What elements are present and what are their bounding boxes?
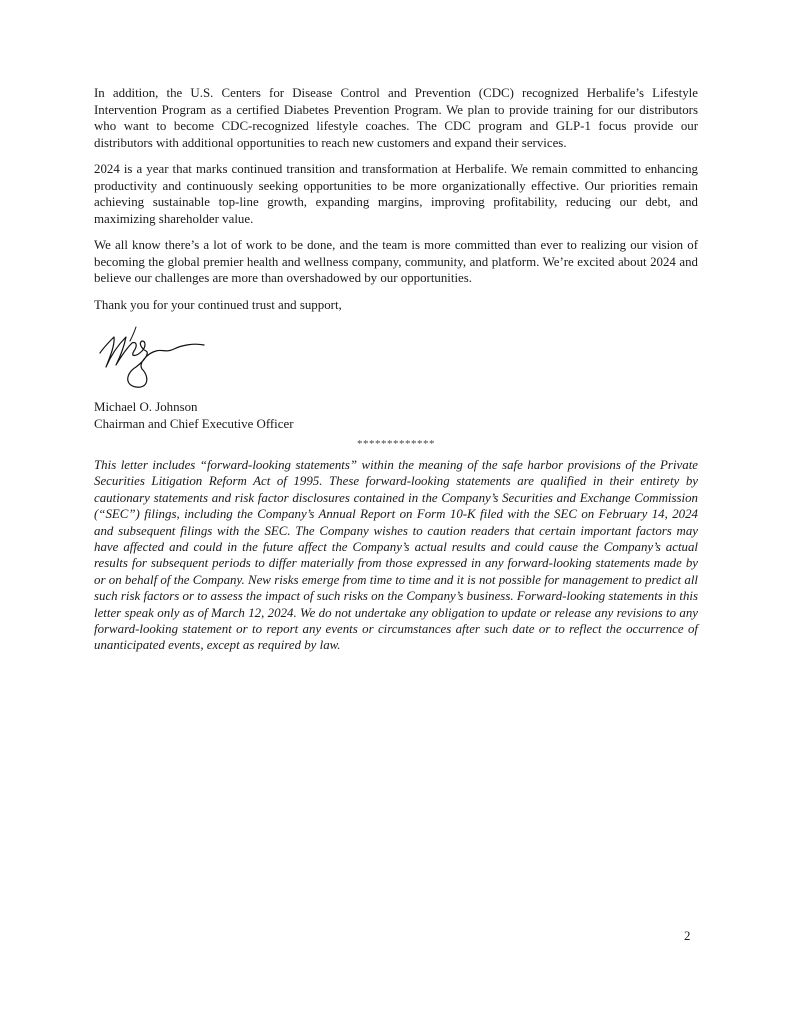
page-number: 2 <box>684 929 691 943</box>
section-separator: ************* <box>357 438 435 450</box>
signer-title: Chairman and Chief Executive Officer <box>94 416 294 431</box>
paragraph-vision: We all know there’s a lot of work to be done, and the team is more committed than ever to realizing our vision of becoming the global premier health and wellness company, community, and platform. We’re excited about 2024 and believe our challenges are more than overshadowed by our opportunities. <box>94 238 698 285</box>
letter-body <box>94 85 698 654</box>
closing-line: Thank you for your continued trust and support, <box>94 297 342 312</box>
paragraph-transformation: 2024 is a year that marks continued transition and transformation at Herbalife. We remain committed to enhancing productivity and continuously seeking opportunities to be more organizationally effective. Our priorities remain achieving sustainable top-line growth, expanding margins, improving profitability, reducing our debt, and maximizing shareholder value. <box>94 162 698 226</box>
forward-looking-disclaimer: This letter includes “forward-looking statements” within the meaning of the safe harbor provisions of the Private Securities Litigation Reform Act of 1995. These forward-looking statements are qualified in their entirety by cautionary statements and risk factor disclosures contained in the Company’s Securities and Exchange Commission (“SEC”) filings, including the Company’s Annual Report on Form 10-K filed with the SEC on February 14, 2024 and subsequent filings with the SEC. The Company wishes to caution readers that certain important factors may have affected and could in the future affect the Company’s actual results and could cause the Company’s actual results for subsequent periods to differ materially from those expressed in any forward-looking statements made by or on behalf of the Company. New risks emerge from time to time and it is not possible for management to predict all such risk factors or to assess the impact of such risks on the Company’s business. Forward-looking statements in this letter speak only as of March 12, 2024. We do not undertake any obligation to update or release any revisions to any forward-looking statement or to report any events or circumstances after such date or to reflect the occurrence of unanticipated events, except as required by law. <box>94 458 698 653</box>
signature-icon <box>96 323 208 391</box>
signer-name: Michael O. Johnson <box>94 400 198 414</box>
paragraph-cdc-program: In addition, the U.S. Centers for Disease Control and Prevention (CDC) recognized Herbalife’s Lifestyle Intervention Program as a certified Diabetes Prevention Program. We plan to provide training for our distributors who want to become CDC-recognized lifestyle coaches. The CDC program and GLP-1 focus provide our distributors with additional opportunities to reach new customers and expand their services. <box>94 86 698 150</box>
